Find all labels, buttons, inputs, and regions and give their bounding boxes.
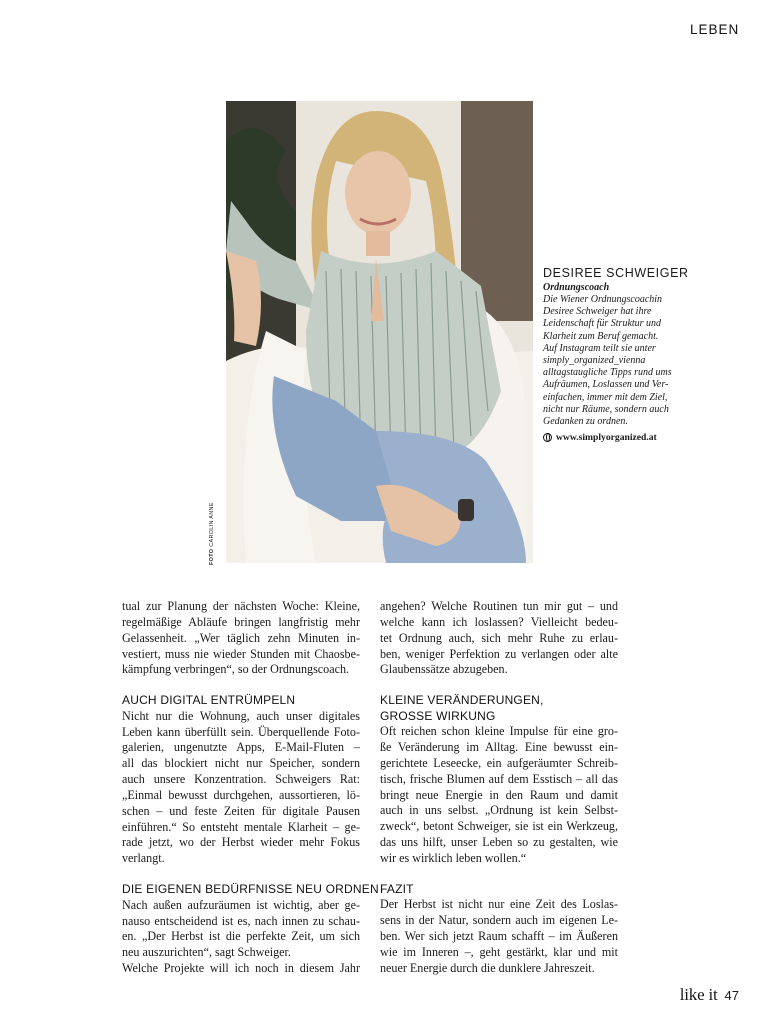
body-line: Glaubenssätze abzugeben. (380, 662, 508, 677)
body-line: auch in uns selbst. „Ordnung ist kein Selbst- (380, 803, 618, 818)
right-column (380, 599, 618, 977)
section-heading: DIE EIGENEN BEDÜRFNISSE NEU ORDNEN (122, 882, 379, 897)
left-column (122, 599, 379, 977)
caption-line: einfachen, immer mit dem Ziel, (543, 391, 668, 403)
magazine-brand: like it (679, 985, 718, 1004)
website-link[interactable]: www.simplyorganized.at (556, 432, 657, 444)
body-line: Welche Projekte will ich noch in diesem Jahr (122, 961, 360, 976)
body-line: ße Veränderung im Alltag. Eine bewusst ein- (380, 740, 618, 755)
body-line: rade jetzt, wo der Herbst wieder mehr Fokus (122, 835, 360, 850)
portrait-illustration (226, 101, 533, 563)
body-line: Der Herbst ist nicht nur eine Zeit des Loslas- (380, 897, 618, 912)
body-line: das uns hilft, unser Leben so zu gestalten, wie (380, 835, 618, 850)
body-line: vestiert, muss nie wieder Stunden mit Chaosbe- (122, 646, 360, 661)
body-line: welche kann ich loslassen? Vielleicht bedeu- (380, 614, 618, 629)
caption-line: simply_organized_vienna (543, 355, 646, 367)
caption-line: Auf Instagram teilt sie unter (543, 342, 656, 354)
body-line: ben. Wer sich jetzt Raum schafft – im Äußeren (380, 929, 618, 943)
body-line: schen – und feste Zeiten für digitale Pausen (122, 803, 360, 818)
caption-line: nicht nur Räume, sondern auch (543, 403, 669, 415)
body-line: tet Ordnung auch, sich mehr Ruhe zu erlau- (380, 630, 618, 645)
caption-line: Desiree Schweiger hat ihre (543, 306, 652, 318)
body-line: Leben kann überfüllt sein. Überquellende Foto- (122, 724, 360, 739)
caption-line: Aufräumen, Loslassen und Ver- (543, 379, 669, 391)
caption-line: Leidenschaft für Struktur und (543, 318, 662, 330)
section-heading: FAZIT (380, 881, 414, 896)
section-heading: AUCH DIGITAL ENTRÜMPELN (122, 693, 296, 708)
body-line: angehen? Welche Routinen tun mir gut – und (380, 599, 618, 613)
section-heading: GROSSE WIRKUNG (380, 708, 496, 723)
body-line: wir es wirklich leben wollen.“ (380, 850, 527, 865)
body-line: all das blockiert nicht nur Speicher, sondern (122, 756, 360, 771)
caption-line: alltagstaugliche Tipps rund ums (543, 367, 672, 379)
section-heading: KLEINE VERÄNDERUNGEN, (380, 693, 544, 708)
globe-icon (543, 433, 552, 442)
body-line: Oft reichen schon kleine Impulse für eine gro- (380, 724, 618, 739)
section-label: LEBEN (690, 22, 740, 37)
body-line: wie im Inneren –, geht gestärkt, klar und mit (380, 944, 618, 959)
caption-line: Gedanken zu ordnen. (543, 416, 628, 428)
body-line: en. „Der Herbst ist die perfekte Zeit, um sich (122, 929, 360, 944)
caption-name: DESIREE SCHWEIGER (543, 266, 689, 280)
caption-role: Ordnungscoach (543, 282, 610, 293)
body-line: Nicht nur die Wohnung, auch unser digitales (122, 708, 360, 723)
body-line: zweck“, betont Schweiger, sie ist ein Werkzeug, (380, 819, 618, 834)
body-line: bringt neue Energie in den Raum und damit (380, 787, 618, 802)
caption-website[interactable] (543, 432, 691, 443)
body-line: „Einmal bewusst durchgehen, aussortieren, lö- (122, 787, 360, 802)
body-line: auch unsere Konzentration. Schweigers Rat: (122, 772, 360, 787)
body-line: galerien, ungenutzte Apps, E-Mail-Fluten – (122, 740, 360, 755)
caption-line: Die Wiener Ordnungscoachin (543, 294, 663, 305)
page-footer (680, 985, 739, 1005)
body-line: nauso entscheidend ist es, nach innen zu schau- (122, 913, 360, 928)
portrait-caption (543, 266, 691, 443)
body-line: tisch, frische Blumen auf dem Esstisch – all das (380, 771, 618, 786)
portrait-photo (226, 101, 533, 563)
body-line: neu auszurichten“, sagt Schweiger. (122, 945, 291, 960)
body-line: Gelassenheit. „Wer täglich zehn Minuten in- (122, 630, 360, 645)
body-line: gerichtete Leseecke, ein aufgeräumter Schreib- (380, 755, 618, 770)
body-line: kämpfung verbringen“, so der Ordnungscoach. (122, 662, 350, 677)
page-number: 47 (724, 988, 739, 1003)
caption-line: Klarheit zum Beruf gemacht. (543, 330, 659, 342)
body-line: neuer Energie durch die dunklere Jahreszeit. (380, 960, 595, 975)
body-line: ben, weniger Perfektion zu verlangen oder alte (380, 646, 618, 661)
body-line: regelmäßige Abläufe bringen langfristig mehr (122, 614, 360, 629)
body-line: verlangt. (122, 851, 165, 866)
body-line: sens in der Natur, sondern auch im eigenen Le- (380, 913, 618, 928)
body-line: einführen.“ So entsteht mentale Klarheit – ge- (122, 819, 360, 834)
body-line: Nach außen aufzuräumen ist wichtig, aber ge- (122, 897, 360, 912)
body-line: tual zur Planung der nächsten Woche: Kleine, (122, 599, 360, 613)
